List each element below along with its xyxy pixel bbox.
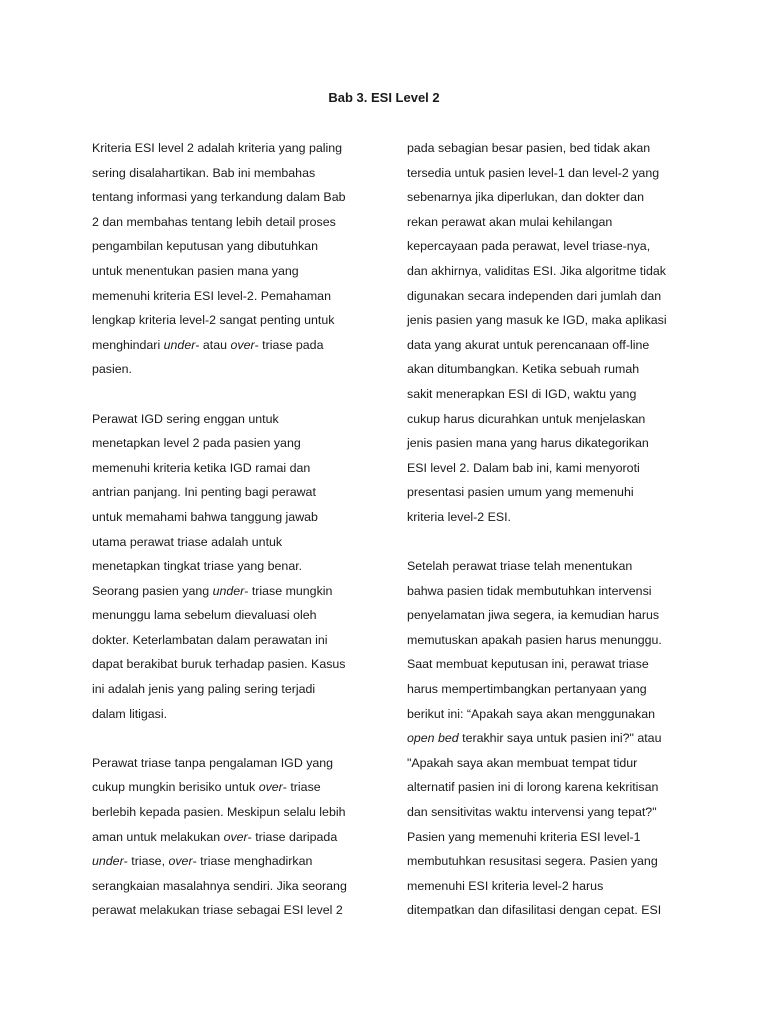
text-line: digunakan secara independen dari jumlah dan xyxy=(407,288,662,303)
text-line: jenis pasien yang masuk ke IGD, maka aplikasi xyxy=(407,313,667,328)
text-line: menetapkan tingkat triase yang benar. xyxy=(92,559,303,574)
text-line: Seorang pasien yang under- triase mungkin xyxy=(92,583,333,598)
text-line: pasien. xyxy=(92,362,132,377)
text-line: pada sebagian besar pasien, bed tidak akan xyxy=(407,141,651,155)
text-line: akan ditumbangkan. Ketika sebuah rumah xyxy=(407,362,640,377)
text-line: alternatif pasien ini di lorong karena kekritisan xyxy=(407,780,659,795)
text-line: memutuskan apakah pasien harus menunggu. xyxy=(407,632,662,647)
paragraph xyxy=(92,407,382,727)
text-line: tentang informasi yang terkandung dalam Bab xyxy=(92,190,346,205)
paragraph xyxy=(92,136,382,382)
text-line: dapat berakibat buruk terhadap pasien. Kasus xyxy=(92,657,346,672)
paragraph xyxy=(407,136,692,530)
text-line: Kriteria ESI level 2 adalah kriteria yang paling xyxy=(92,141,343,155)
text-line: menunggu lama sebelum dievaluasi oleh xyxy=(92,608,317,623)
text-line: cukup mungkin berisiko untuk over- triase xyxy=(92,780,321,795)
text-line: ditempatkan dan difasilitasi dengan cepat. ESI xyxy=(407,903,662,918)
paragraph xyxy=(92,751,382,923)
text-line: memenuhi ESI kriteria level-2 harus xyxy=(407,878,604,893)
text-line: rekan perawat akan mulai kehilangan xyxy=(407,214,613,229)
text-line: memenuhi kriteria ESI level-2. Pemahaman xyxy=(92,288,331,303)
text-line: sebenarnya jika diperlukan, dan dokter dan xyxy=(407,190,644,205)
paragraph xyxy=(407,554,692,923)
text-line: jenis pasien mana yang harus dikategorikan xyxy=(407,436,649,451)
text-line: perawat melakukan triase sebagai ESI level 2 xyxy=(92,903,343,918)
text-line: ini adalah jenis yang paling sering terjadi xyxy=(92,682,316,697)
text-line: Pasien yang memenuhi kriteria ESI level-1 xyxy=(407,829,641,844)
text-line: ESI level 2. Dalam bab ini, kami menyoroti xyxy=(407,460,640,475)
text-line: pengambilan keputusan yang dibutuhkan xyxy=(92,239,318,254)
text-line: Saat membuat keputusan ini, perawat triase xyxy=(407,657,649,672)
text-line: aman untuk melakukan over- triase daripada xyxy=(92,829,338,844)
text-line: sering disalahartikan. Bab ini membahas xyxy=(92,165,316,180)
text-line: bahwa pasien tidak membutuhkan intervensi xyxy=(407,583,652,598)
page-title: Bab 3. ESI Level 2 xyxy=(328,90,440,105)
text-line: kepercayaan pada perawat, level triase-nya, xyxy=(407,239,651,254)
text-line: kriteria level-2 ESI. xyxy=(407,509,511,524)
text-line: antrian panjang. Ini penting bagi perawat xyxy=(92,485,316,500)
left-column xyxy=(92,136,382,923)
text-line: presentasi pasien umum yang memenuhi xyxy=(407,485,634,500)
text-line: 2 dan membahas tentang lebih detail proses xyxy=(92,214,336,229)
text-line: memenuhi kriteria ketika IGD ramai dan xyxy=(92,460,311,475)
text-line: tersedia untuk pasien level-1 dan level-2 yang xyxy=(407,165,660,180)
text-line: dan akhirnya, validitas ESI. Jika algoritme tidak xyxy=(407,263,666,278)
text-line: under- triase, over- triase menghadirkan xyxy=(92,854,313,869)
text-line: Perawat triase tanpa pengalaman IGD yang xyxy=(92,755,334,770)
text-line: harus mempertimbangkan pertanyaan yang xyxy=(407,682,647,697)
text-line: menghindari under- atau over- triase pada xyxy=(92,337,324,352)
text-line: Setelah perawat triase telah menentukan xyxy=(407,559,633,574)
right-column xyxy=(407,136,692,923)
text-line: Perawat IGD sering enggan untuk xyxy=(92,411,279,426)
text-line: utama perawat triase adalah untuk xyxy=(92,534,283,549)
text-line: dalam litigasi. xyxy=(92,706,168,721)
text-line: "Apakah saya akan membuat tempat tidur xyxy=(407,755,638,770)
text-line: sakit menerapkan ESI di IGD, waktu yang xyxy=(407,386,637,401)
text-line: berlebih kepada pasien. Meskipun selalu lebih xyxy=(92,805,346,820)
text-line: untuk memahami bahwa tanggung jawab xyxy=(92,509,318,524)
text-line: data yang akurat untuk perencanaan off-line xyxy=(407,337,650,352)
text-line: membutuhkan resusitasi segera. Pasien yang xyxy=(407,854,658,869)
text-line: serangkaian masalahnya sendiri. Jika seorang xyxy=(92,878,347,893)
text-line: dan sensitivitas waktu intervensi yang tepat?" xyxy=(407,805,657,820)
text-line: lengkap kriteria level-2 sangat penting untuk xyxy=(92,313,335,328)
text-line: dokter. Keterlambatan dalam perawatan ini xyxy=(92,632,328,647)
text-line: open bed terakhir saya untuk pasien ini?" atau xyxy=(407,731,662,746)
text-line: cukup harus dicurahkan untuk menjelaskan xyxy=(407,411,646,426)
text-line: untuk menentukan pasien mana yang xyxy=(92,263,299,278)
text-line: penyelamatan jiwa segera, ia kemudian harus xyxy=(407,608,660,623)
text-line: berikut ini: “Apakah saya akan menggunakan xyxy=(407,706,655,721)
text-line: menetapkan level 2 pada pasien yang xyxy=(92,436,301,451)
